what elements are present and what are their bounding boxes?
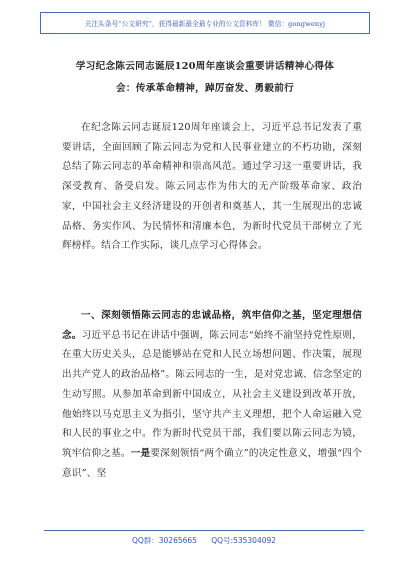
qq-number: 535304092 [233,536,277,545]
section-1-heading: 一、深刻领悟陈云同志的忠诚品格，筑牢信仰之基，坚定理想信念。 [62,310,362,341]
footer-divider [44,530,364,531]
title-line-2: 会：传承革命精神，踔厉奋发、勇毅前行 [115,83,295,94]
paragraph-section-1 [62,306,362,483]
header-banner-text: 关注头条号“公文研究”，获得最新最全最专业的公文资料库！ 微信：gongwenyj [84,20,326,28]
section-1-tail: 要深刻领悟“两个确立”的决定性意义，增强“四个意识”、坚 [62,447,362,479]
qq-number-label: QQ号: [211,536,234,545]
point-one-marker: 一是 [130,447,151,459]
qq-group-number: 30265665 [158,536,197,545]
qq-group-label: QQ群： [131,536,159,545]
footer [0,535,408,546]
section-1-body: 习近平总书记在讲话中强调，陈云同志“始终不渝坚持党性原则，在重大历史关头，总是能够站在党和人民立场想问题、作决策，展现出共产党人的政治品格”。陈云同志的一生，是对党忠诚、信念坚定的生动写照。从参加革命到新中国成立，从社会主义建设到改革开放，他始终以马克思主义为指引，坚守共产主义理想，把个人命运融入党和人民的事业之中。作为新时代党员干部，我们要以陈云同志为镜，筑牢信仰之基。 [62,329,362,459]
title-line-1: 学习纪念陈云同志诞辰120周年座谈会重要讲话精神心得体 [75,61,335,72]
header-banner [40,12,370,34]
document-title [60,56,350,100]
paragraph-intro: 在纪念陈云同志诞辰120周年座谈会上，习近平总书记发表了重要讲话，全面回顾了陈云同志为党和人民事业建立的不朽功勋，深刻总结了陈云同志的革命精神和崇高风范。通过学习这一重要讲话，我深受教育、备受启发。陈云同志作为伟大的无产阶级革命家、政治家，中国社会主义经济建设的开创者和奠基人，其一生展现出的忠诚品格、务实作风、为民情怀和清廉本色，为新时代党员干部树立了光辉榜样。结合工作实际，谈几点学习心得体会。 [62,122,362,252]
